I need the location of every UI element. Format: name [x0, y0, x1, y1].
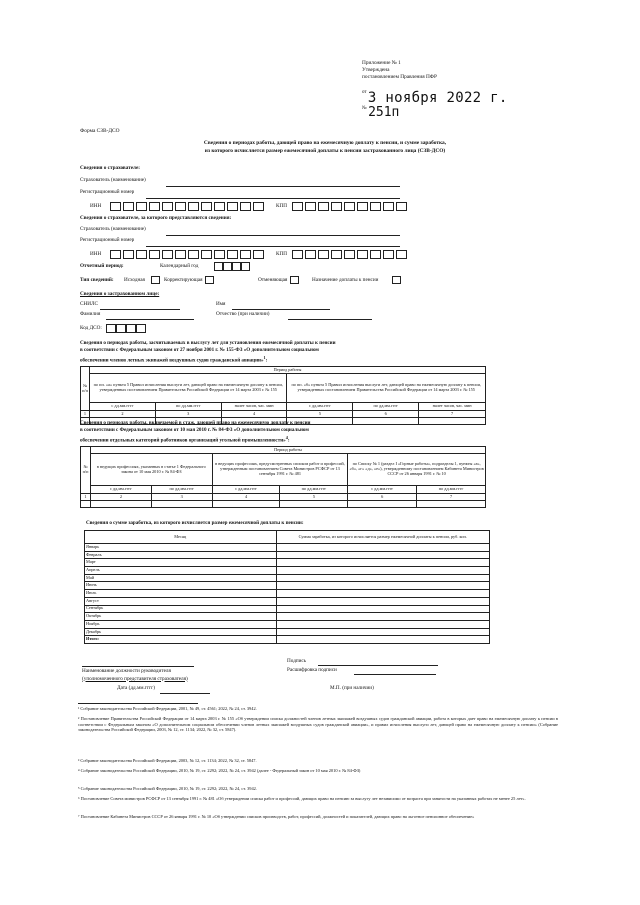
date-field[interactable] — [160, 693, 210, 694]
surname-label: Фамилия — [80, 311, 101, 317]
table-row[interactable] — [85, 551, 490, 559]
col-sum-header: Сумма заработка, из которого исчисляется размер ежемесячной доплаты к пенсии, руб. коп. — [276, 531, 489, 544]
insurer-name-field[interactable] — [166, 186, 400, 187]
form-title — [80, 139, 570, 155]
insurer-name-label: Страхователь (наименование) — [80, 177, 146, 183]
footnote-7: ⁷ Постановление Кабинета Министров СССР от 26 января 1991 г. № 10 «Об утверждении списков производств, работ, профессий, должностей и показателей, дающих право на льготное пенсионное обеспечение» — [78, 814, 475, 819]
date-prefix: от — [362, 90, 367, 95]
footnote-4: ⁴ Собрание законодательства Российской Федерации, 2010, № 19, ст. 2292; 2022, № 24, ст. 3942 (далее - Федеральный закон от 10 мая 2010 г. № 84-ФЗ) — [78, 768, 361, 773]
name-field[interactable] — [232, 309, 330, 310]
calendar-year-label: Календарный год — [160, 263, 199, 269]
s2-col-c: по Списку № 1 (раздел I «Горные работы», подразделы 1, пункты «а», «б», «г» «д», «е»), утвержденному постановлением Кабинета Министров СССР от 26 января 1991 г. № 10 — [348, 454, 486, 486]
s1-sub-4: с дд.мм.гггг — [287, 403, 353, 411]
footnote-5: ⁵ Собрание законодательства Российской Федерации, 2010, № 19, ст. 2292; 2022, № 24, ст. 3942. — [78, 786, 257, 791]
position-label-line2: (уполномоченного представителя страхователя) — [82, 675, 188, 682]
footnote-1: ¹ Собрание законодательства Российской Федерации, 2001, № 49, ст. 4561; 2022, № 24, ст. 3942. — [78, 706, 257, 711]
month-label: Август — [85, 597, 277, 605]
reporting-period-label: Отчетный период: — [80, 263, 124, 269]
table-row[interactable] — [85, 605, 490, 613]
table-row[interactable] — [85, 620, 490, 628]
s1-num-6: 6 — [353, 411, 419, 418]
table-row[interactable] — [85, 559, 490, 567]
section1-title-line3: обеспечении членов летных экипажей воздушных судов гражданской авиации» — [80, 357, 264, 364]
table-row[interactable] — [85, 574, 490, 582]
table-row[interactable] — [85, 628, 490, 636]
insurer-kpp-cells[interactable] — [292, 202, 409, 211]
appendix-label: Приложение № 1 — [362, 60, 401, 66]
insurer-inn-label: ИНН — [90, 203, 102, 209]
form-name: Форма СЗВ-ДСО — [80, 128, 120, 134]
s1-sub-5: по дд.мм.гггг — [353, 403, 419, 411]
approved-label: Утверждена — [362, 67, 390, 74]
insurer2-kpp-label: КПП — [276, 251, 287, 257]
calendar-year-cells[interactable] — [214, 262, 252, 271]
dso-code-cells[interactable] — [106, 324, 148, 333]
dso-code-label: Код ДСО: — [80, 325, 102, 331]
decipher-field[interactable] — [354, 674, 436, 675]
s1-period-header: Период работы — [89, 367, 485, 374]
col-month-header: Месяц — [85, 531, 277, 544]
earnings-table — [84, 530, 490, 644]
person-heading: Сведения о застрахованном лице: — [80, 291, 160, 297]
month-label: Май — [85, 574, 277, 582]
section2-title-line2: в соответствии с Федеральным законом от 10 мая 2010 г. № 84-ФЗ «О дополнительном социальном — [80, 427, 309, 434]
s2-col-b: в ведущих профессиях, предусмотренных списком работ и профессий, утвержденным постановлением Совета Министров РСФСР от 13 сентября 1991 г. № 481 — [212, 454, 348, 486]
surname-field[interactable] — [106, 319, 194, 320]
section1-title-line1: Сведения о периодах работы, засчитываемых в выслугу лет для установления ежемесячной доплаты к пенсии — [80, 340, 336, 346]
title-line-1: Сведения о периодах работы, дающей право на ежемесячную доплату к пенсии, и сумме заработка, — [203, 140, 447, 146]
footnote-2: ² Постановление Правительства Российской Федерации от 14 марта 2003 г. № 155 «Об утверждении списка должностей членов летных экипажей воздушных судов гражданской авиации, работа в которых дает право на ежемесячную доплату к пенсии в соответствии с Федеральным законом «О дополнительном социальном обеспечении членов летных экипажей воздушных судов гражданской авиации», и правил исчисления выслуги лет, дающей право на ежемесячную доплату к пенсии» (Собрание законодательства Российской Федерации, 2003, № 12, ст. 1134; 2022, № 32, ст. 5847). — [78, 716, 558, 732]
s2-data-row[interactable] — [81, 501, 486, 508]
position-label — [82, 668, 188, 683]
section1-footnote-ref: 1 — [263, 354, 266, 360]
insurer2-inn-label: ИНН — [90, 251, 102, 257]
total-label: Итого: — [85, 636, 277, 644]
s1-num-3: 3 — [155, 411, 221, 418]
month-label: Сентябрь — [85, 605, 277, 613]
total-row[interactable] — [85, 636, 490, 644]
s2-sub-6: по дд.мм.гггг — [417, 486, 486, 494]
s1-num-1: 1 — [81, 411, 90, 418]
s2-col-a: в ведущих профессиях, указанных в статье 1 Федерального закона от 10 мая 2010 г. № 84-ФЗ — [90, 454, 212, 486]
position-label-line1: Наименование должности руководителя — [82, 668, 171, 674]
insurer-inn-cells[interactable] — [110, 202, 266, 211]
s1-num-2: 2 — [89, 411, 155, 418]
s1-num-4: 4 — [221, 411, 287, 418]
s2-num-6: 6 — [348, 494, 417, 501]
footnote-3: ³ Собрание законодательства Российской Федерации, 2003, № 12, ст. 1134; 2022, № 32, ст. 5847. — [78, 758, 257, 763]
month-label: Октябрь — [85, 613, 277, 621]
table-row[interactable] — [85, 582, 490, 590]
section2-title-line3: обеспечении отдельных категорий работников организаций угольной промышленности» — [80, 437, 286, 444]
month-label: Июнь — [85, 582, 277, 590]
s2-num-1: 1 — [81, 494, 91, 501]
info-type-opt4-checkbox[interactable] — [392, 276, 401, 284]
insurer2-reg-label: Регистрационный номер — [80, 237, 135, 243]
month-label: Февраль — [85, 551, 277, 559]
insurer2-heading: Сведения о страхователе, за которого представляются сведения: — [80, 215, 232, 221]
decree-number-value: 251п — [368, 105, 400, 120]
month-label: Январь — [85, 544, 277, 552]
section2-footnote-ref: 4 — [285, 434, 288, 440]
decree-label: постановлением Правления ПФР — [362, 74, 437, 81]
footnote-6: ⁶ Постановление Совета министров РСФСР от 13 сентября 1991 г. № 481 «Об утверждении списка работ и профессий, дающих право на пенсию за выслугу лет независимо от возраста при занятости на указанных работах не менее 25 лет». — [78, 796, 526, 801]
s1-num-5: 5 — [287, 411, 353, 418]
month-label: Ноябрь — [85, 620, 277, 628]
s1-col-a: по пп. «а» пункта 5 Правил исчисления выслуги лет, дающей право на ежемесячную доплату к пенсии, утвержденных постановлением Правительства Российской Федерации от 14 марта 2003 г. № 155 — [89, 374, 287, 403]
insurer2-inn-cells[interactable] — [110, 250, 266, 259]
approval-block — [362, 60, 437, 81]
month-label: Декабрь — [85, 628, 277, 636]
stamp-label: М.П. (при наличии) — [330, 685, 374, 691]
table-row[interactable] — [85, 567, 490, 575]
position-field[interactable] — [82, 666, 194, 667]
s1-sub-1: с дд.мм.гггг — [89, 403, 155, 411]
snils-label: СНИЛС — [80, 301, 98, 307]
insurer-reg-field[interactable] — [146, 198, 400, 199]
info-type-opt1-label: Исходная — [124, 277, 145, 283]
patronymic-label: Отчество (при наличии) — [216, 311, 270, 317]
s2-sub-5: с дд.мм.гггг — [348, 486, 417, 494]
number-prefix: № — [362, 106, 367, 111]
section3-title: Сведения о сумме заработка, из которого исчисляется размер ежемесячной доплаты к пенсии: — [86, 520, 304, 526]
info-type-opt1-checkbox[interactable] — [151, 276, 160, 284]
decree-number — [362, 106, 399, 121]
table-row[interactable] — [85, 597, 490, 605]
patronymic-field[interactable] — [288, 319, 372, 320]
info-type-opt2-label: Корректирующая — [164, 277, 203, 283]
date-label: Дата (дд.мм.гггг) — [117, 685, 156, 691]
insurer2-kpp-cells[interactable] — [292, 250, 409, 259]
footnote-separator — [78, 703, 198, 704]
s1-sub-2: по дд.мм.гггг — [155, 403, 221, 411]
month-label: Март — [85, 559, 277, 567]
section1-table — [80, 366, 486, 425]
info-type-opt3-label: Отменяющая — [258, 277, 288, 283]
info-type-opt4-label: Назначение доплаты к пенсии — [312, 277, 379, 283]
s2-col-num: № п/п — [81, 447, 91, 494]
decree-date-value: 3 ноября 2022 г. — [367, 90, 508, 106]
insurer-reg-label: Регистрационный номер — [80, 189, 135, 195]
snils-field[interactable] — [100, 309, 180, 310]
s2-num-3: 3 — [151, 494, 212, 501]
s1-sub-6: налет часов, час. мин — [419, 403, 486, 411]
s2-sub-4: по дд.мм.гггг — [280, 486, 348, 494]
section1-title: Сведения о периодах работы, засчитываемых в выслугу лет для установления ежемесячной доплаты к пенсии в соответствии с Федеральным законом от 27 ноября 2001 г. № 155-ФЗ «О дополнительном социальном обеспечении членов летных экипажей воздушных судов гражданской авиации»$^1$: — [80, 340, 560, 365]
sign-field[interactable] — [318, 665, 438, 666]
insurer-kpp-label: КПП — [276, 203, 287, 209]
section1-title-line2: в соответствии с Федеральным законом от 27 ноября 2001 г. № 155-ФЗ «О дополнительном социальном — [80, 347, 319, 354]
name-label: Имя — [216, 301, 226, 307]
info-type-label: Тип сведений: — [80, 277, 114, 283]
s2-num-5: 5 — [280, 494, 348, 501]
s2-num-7: 7 — [417, 494, 486, 501]
s2-period-header: Период работы — [90, 447, 485, 454]
table-row[interactable] — [85, 613, 490, 621]
s1-col-num: № п/п — [81, 367, 90, 411]
title-line-2: из которого исчисляется размер ежемесячной доплаты к пенсии застрахованного лица (СЗВ-ДСО) — [204, 148, 446, 155]
section2-table — [80, 446, 486, 508]
s2-num-2: 2 — [90, 494, 151, 501]
s1-num-7: 7 — [419, 411, 486, 418]
s1-col-b: по пп. «б» пункта 5 Правил исчисления выслуги лет, дающей право на ежемесячную доплату к пенсии, утвержденных постановлением Правительства Российской Федерации от 14 марта 2003 г. № 155 — [287, 374, 486, 403]
s2-sub-1: с дд.мм.гггг — [90, 486, 151, 494]
insurer2-reg-field[interactable] — [146, 246, 400, 247]
s2-sub-3: с дд.мм.гггг — [212, 486, 280, 494]
insurer2-name-field[interactable] — [166, 235, 400, 236]
section2-title: Сведения о периодах работы, включаемой в стаж, дающей право на ежемесячную доплату к пенсии в соответствии с Федеральным законом от 10 мая 2010 г. № 84-ФЗ «О дополнительном социальном обеспечении отдельных категорий работников организаций угольной промышленности»$^4$: — [80, 420, 560, 445]
sign-label: Подпись — [287, 658, 307, 664]
section2-title-line1: Сведения о периодах работы, включаемой в стаж, дающей право на ежемесячную доплату к пенсии — [80, 420, 311, 426]
info-type-opt3-checkbox[interactable] — [290, 276, 299, 284]
month-label: Июль — [85, 590, 277, 598]
info-type-opt2-checkbox[interactable] — [205, 276, 214, 284]
insurer2-name-label: Страхователь (наименование) — [80, 226, 146, 232]
decree-date — [362, 90, 508, 106]
decipher-label: Расшифровка подписи — [287, 667, 337, 673]
s1-sub-3: налет часов, час. мин — [221, 403, 287, 411]
insurer-heading: Сведения о страхователе: — [80, 165, 140, 171]
table-row[interactable] — [85, 544, 490, 552]
month-label: Апрель — [85, 567, 277, 575]
table-row[interactable] — [85, 590, 490, 598]
s2-sub-2: по дд.мм.гггг — [151, 486, 212, 494]
s2-num-4: 4 — [212, 494, 280, 501]
